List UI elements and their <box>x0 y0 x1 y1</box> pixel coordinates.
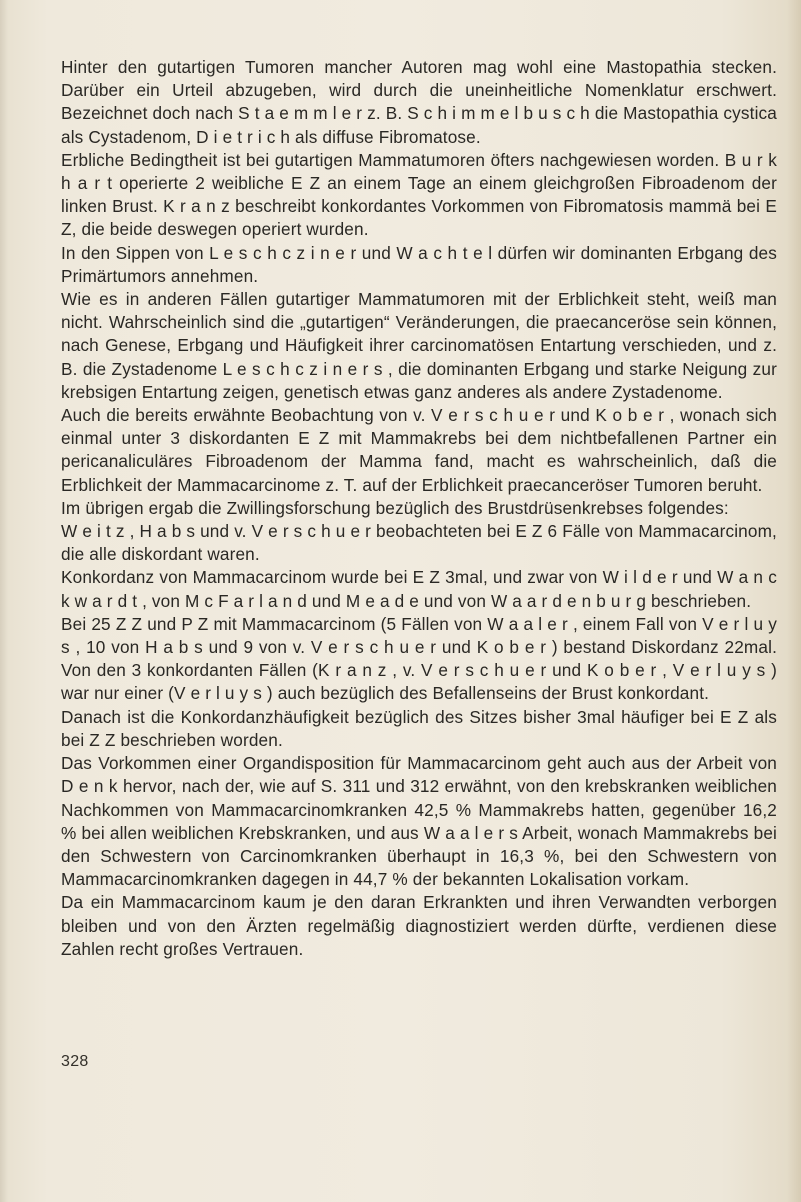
paragraph-1: Hinter den gutartigen Tumoren mancher Autoren mag wohl eine Mastopathia stecken. Darüber ein Urteil abzugeben, wird durch die uneinheitliche Nomenklatur erschwert. Bezeichnet doch nach S t a e m m l e r z. B. S c h i m m e l b u s c h die Mastopathia cystica als Cystadenom, D i e t r i c h als diffuse Fibromatose. <box>61 57 777 147</box>
paragraph-12: Da ein Mammacarcinom kaum je den daran Erkrankten und ihren Verwandten verborgen bleiben und von den Ärzten regelmäßig diagnostiziert werden dürfte, verdienen diese Zahlen recht großes Vertrauen. <box>61 892 777 959</box>
paragraph-4: Wie es in anderen Fällen gutartiger Mammatumoren mit der Erblichkeit steht, weiß man nicht. Wahrscheinlich sind die „gutartigen“ Veränderungen, die praecanceröse sein können, nach Genese, Erbgang und Häufigkeit ihrer carcinomatösen Entartung verschieden, und z. B. die Zystadenome L e s c h c z i n e r s , die dominanten Erbgang und starke Neigung zur krebsigen Entartung zeigen, genetisch etwas ganz anderes als andere Zystadenome. <box>61 289 777 402</box>
paragraph-2: Erbliche Bedingtheit ist bei gutartigen Mammatumoren öfters nachgewiesen worden. B u r k h a r t operierte 2 weibliche E Z an einem Tage an einem gleichgroßen Fibroadenom der linken Brust. K r a n z beschreibt konkordantes Vorkommen von Fibromatosis mammä bei E Z, die beide deswegen operiert wurden. <box>61 149 777 240</box>
paragraph-10: Danach ist die Konkordanzhäufigkeit bezüglich des Sitzes bisher 3mal häufiger bei E Z als bei Z Z beschrieben worden. <box>61 706 777 750</box>
page-left-shadow <box>0 0 8 1202</box>
paragraph-5: Auch die bereits erwähnte Beobachtung von v. V e r s c h u e r und K o b e r , wonach sich einmal unter 3 diskordanten E Z mit Mammakrebs bei dem nichtbefallenen Partner ein pericanaliculäres Fibroadenom der Mamma fand, macht es wahrscheinlich, daß die Erblichkeit der Mammacarcinome z. T. auf der Erblichkeit praecanceröser Tumoren beruht. <box>61 405 777 495</box>
paragraph-3: In den Sippen von L e s c h c z i n e r und W a c h t e l dürfen wir dominanten Erbgang des Primärtumors annehmen. <box>61 242 777 286</box>
page-right-shadow <box>787 0 801 1202</box>
page-number: 328 <box>61 1053 89 1070</box>
text-body <box>61 56 777 961</box>
paragraph-8: Konkordanz von Mammacarcinom wurde bei E Z 3mal, und zwar von W i l d e r und W a n c k w a r d t , von M c F a r l a n d und M e a d e und von W a a r d e n b u r g beschrieben. <box>61 567 777 611</box>
paragraph-11: Das Vorkommen einer Organdisposition für Mammacarcinom geht auch aus der Arbeit von D e n k hervor, nach der, wie auf S. 311 und 312 erwähnt, von den krebskranken weiblichen Nachkommen von Mammacarcinomkranken 42,5 % Mammakrebs hatten, gegenüber 16,2 % bei allen weiblichen Krebskranken, und aus W a a l e r s Arbeit, wonach Mammakrebs bei den Schwestern von Carcinomkranken überhaupt in 16,3 %, bei den Schwestern von Mammacarcinomkranken dagegen in 44,7 % der bekannten Lokalisation vorkam. <box>61 753 777 890</box>
paragraph-7: W e i t z , H a b s und v. V e r s c h u e r beobachteten bei E Z 6 Fälle von Mammacarcinom, die alle diskordant waren. <box>61 521 777 565</box>
paragraph-6: Im übrigen ergab die Zwillingsforschung bezüglich des Brustdrüsenkrebses folgendes: <box>61 497 729 518</box>
paragraph-9: Bei 25 Z Z und P Z mit Mammacarcinom (5 Fällen von W a a l e r , einem Fall von V e r l u y s , 10 von H a b s und 9 von v. V e r s c h u e r und K o b e r ) bestand Diskordanz 22mal. Von den 3 konkordanten Fällen (K r a n z , v. V e r s c h u e r und K o b e r , V e r l u y s ) war nur einer (V e r l u y s ) auch bezüglich des Befallenseins der Brust konkordant. <box>61 613 777 704</box>
